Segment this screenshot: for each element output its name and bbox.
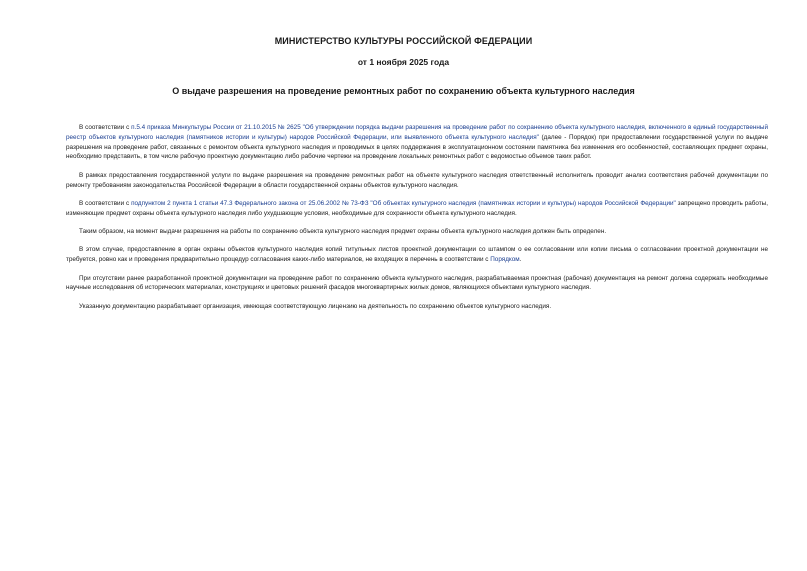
document-title: О выдаче разрешения на проведение ремонтных работ по сохранению объекта культурного наследия	[172, 86, 635, 96]
paragraph-4: Таким образом, на момент выдачи разрешения на работы по сохранению объекта культурного наследия предмет охраны объекта культурного наследия должен быть определен.	[79, 228, 607, 236]
paragraph-5-text-after: .	[519, 256, 522, 264]
paragraph-3-text-before: В соответствии с	[79, 199, 132, 207]
paragraph-6: При отсутствии ранее разработанной проектной документации на проведение работ по сохранению объекта культурного наследия, разрабатываемая проектная (рабочая) документация на ремонт должна содержать необходимые научные исследования об исторических материалах, конструкциях и цветовых решений фасадов многоквартирных жилых домов, являющихся объектами культурного наследия.	[66, 274, 768, 292]
ministry-heading: МИНИСТЕРСТВО КУЛЬТУРЫ РОССИЙСКОЙ ФЕДЕРАЦИИ	[274, 36, 533, 46]
federal-law-73-link[interactable]: подпунктом 2 пункта 1 статьи 47.3 Федерального закона от 25.06.2002 № 73-ФЗ "Об объектах культурного наследия (памятниках истории и культуры) народов Российской Федерации"	[131, 199, 676, 207]
paragraph-5	[66, 245, 768, 265]
paragraph-1-text-after: (далее - Порядок) при предоставлении государственной услуги по выдаче разрешения на проведение работ, связанных с ремонтом объекта культурного наследия и проводимых в целях поддержания в эксплуатационном состоянии памятника без изменения его особенностей, составляющих предмет охраны, необходимо представить, в том числе рабочую проектную документацию либо рабочие чертежи на проведение локальных ремонтных работ с ведомостью объемов таких работ.	[66, 133, 768, 161]
paragraph-7: Указанную документацию разрабатывает организация, имеющая соответствующую лицензию на деятельность по сохранению объектов культурного наследия.	[79, 302, 552, 310]
paragraph-2: В рамках предоставления государственной услуги по выдаче разрешения на проведение ремонтных работ на объекте культурного наследия ответственный исполнитель проводит анализ соответствия рабочей документации по ремонту требованиям законодательства Российской Федерации в области государственной охраны объектов культурного наследия.	[66, 171, 768, 189]
order-procedure-link[interactable]: Порядком	[490, 256, 520, 264]
paragraph-1	[66, 123, 768, 162]
paragraph-1-text-before: В соответствии с	[79, 124, 132, 131]
paragraph-3-text-after: запрещено проводить работы, изменяющие предмет охраны объекта культурного наследия либо ухудшающие условия, необходимые для сохранности объекта культурного наследия.	[66, 199, 768, 217]
paragraph-3	[66, 199, 768, 219]
order-2625-link[interactable]: п.5.4 приказа Минкультуры России от 21.10.2015 № 2625 "Об утверждении порядка выдачи разрешения на проведение работ по сохранению объекта культурного наследия, включенного в единый государственный реестр объектов культурного наследия (памятников истории и культуры) народов Российской Федерации, или выявленного объекта культурного наследия"	[66, 124, 768, 141]
document-date: от 1 ноября 2025 года	[357, 57, 450, 67]
document-body	[66, 123, 768, 320]
paragraph-5-text-before: В этом случае, предоставление в орган охраны объектов культурного наследия копий титульных листов проектной документации со штампом о ее согласовании или копии письма о согласовании проектной документации не требуется, ровно как и проведения предварительно процедур согласования каких-либо материалов, не входящих в перечень в соответствии с	[66, 246, 768, 264]
